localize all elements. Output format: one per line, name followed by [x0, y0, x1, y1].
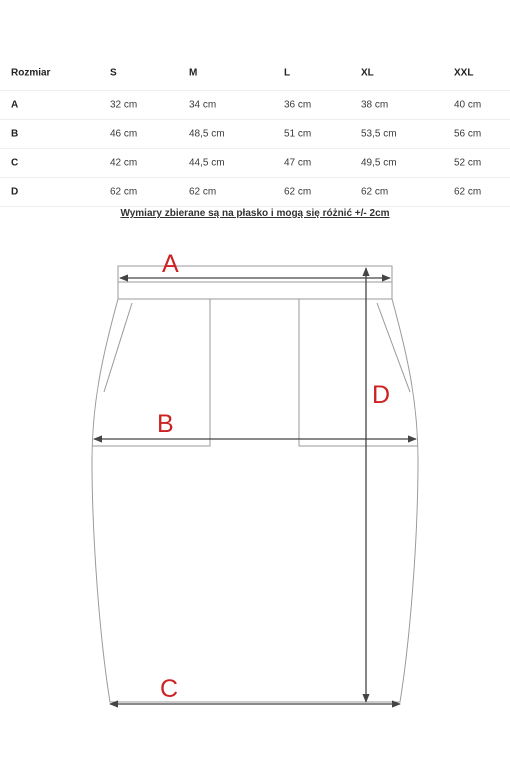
left-pocket-slant: [104, 303, 132, 392]
row-label: B: [11, 128, 19, 140]
row-label: C: [11, 157, 19, 169]
table-row-b: [0, 120, 510, 149]
table-cell: 62 cm: [110, 186, 138, 198]
header-s: S: [110, 67, 117, 79]
table-cell: 56 cm: [454, 128, 482, 140]
size-table: [0, 56, 510, 207]
right-pocket-bag: [299, 299, 418, 446]
header-m: M: [189, 67, 198, 79]
row-label: A: [11, 99, 19, 111]
table-header-row: [0, 56, 510, 91]
table-cell: 53,5 cm: [361, 128, 397, 140]
label-b: B: [157, 410, 174, 438]
table-cell: 38 cm: [361, 99, 389, 111]
measurement-note: Wymiary zbierane są na płasko i mogą się różnić +/- 2cm: [120, 208, 390, 219]
table-cell: 62 cm: [284, 186, 312, 198]
table-cell: 49,5 cm: [361, 157, 397, 169]
table-cell: 48,5 cm: [189, 128, 225, 140]
table-cell: 44,5 cm: [189, 157, 225, 169]
table-cell: 42 cm: [110, 157, 138, 169]
table-cell: 52 cm: [454, 157, 482, 169]
table-cell: 51 cm: [284, 128, 312, 140]
header-xxl: XXL: [454, 67, 474, 79]
table-cell: 47 cm: [284, 157, 312, 169]
header-xl: XL: [361, 67, 374, 79]
table-cell: 40 cm: [454, 99, 482, 111]
table-cell: 36 cm: [284, 99, 312, 111]
table-row-a: [0, 91, 510, 120]
skirt-diagram: [0, 240, 510, 720]
table-cell: 62 cm: [454, 186, 482, 198]
row-label: D: [11, 186, 19, 198]
table-cell: 32 cm: [110, 99, 138, 111]
label-c: C: [160, 675, 179, 703]
table-row-c: [0, 149, 510, 178]
header-size: Rozmiar: [11, 67, 51, 79]
skirt-outline: [92, 299, 418, 702]
right-pocket-slant: [377, 303, 410, 392]
header-l: L: [284, 67, 291, 79]
table-cell: 46 cm: [110, 128, 138, 140]
label-d: D: [372, 381, 391, 409]
table-row-d: [0, 178, 510, 207]
table-cell: 62 cm: [189, 186, 217, 198]
table-cell: 34 cm: [189, 99, 217, 111]
label-a: A: [162, 250, 179, 278]
table-cell: 62 cm: [361, 186, 389, 198]
